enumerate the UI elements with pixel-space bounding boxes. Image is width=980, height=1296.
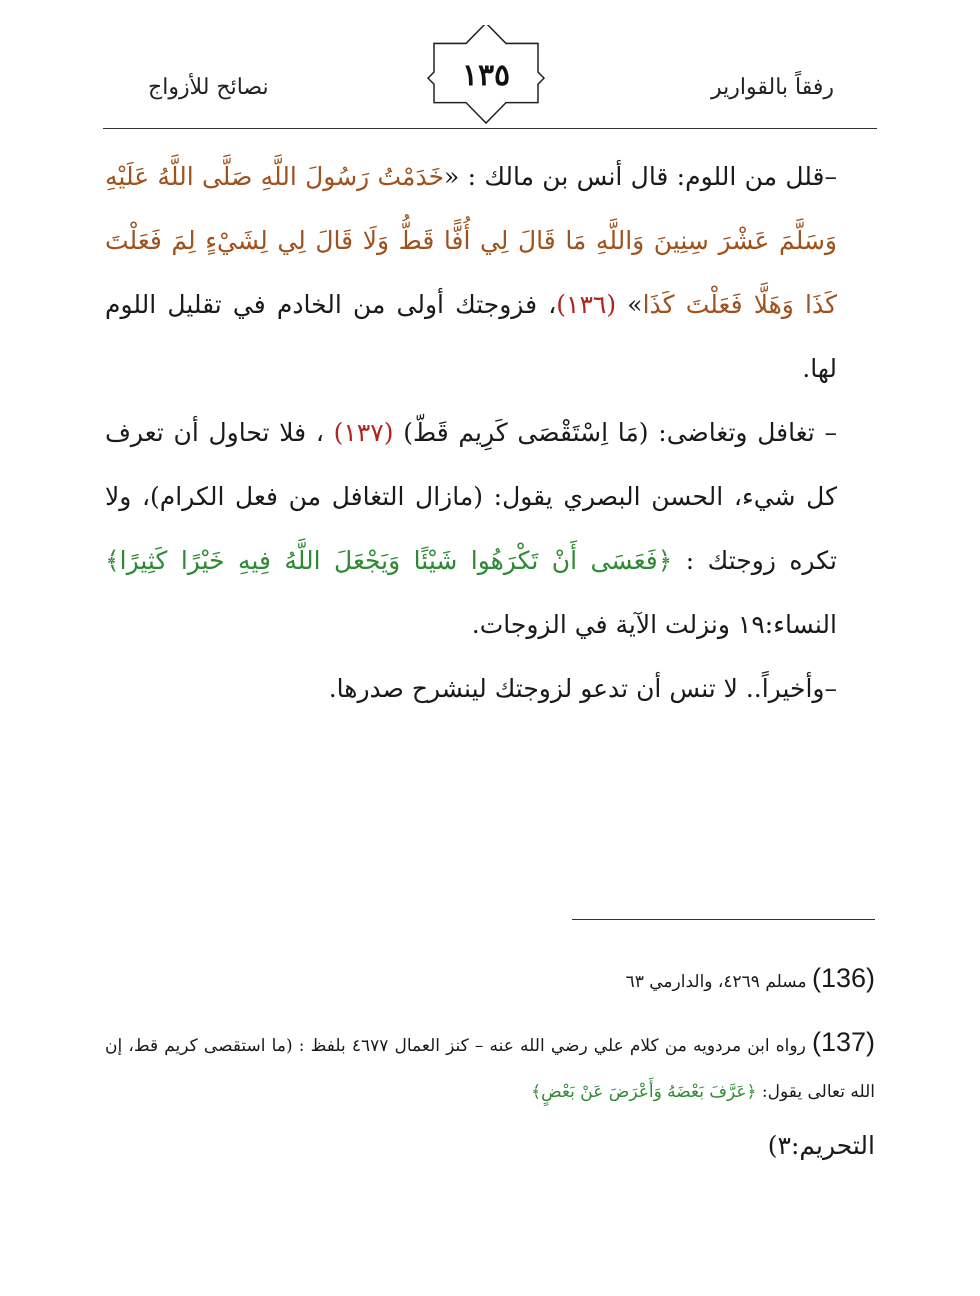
p1-outro: ، فزوجتك أولى من الخادم في تقليل اللوم لها. [105,290,837,383]
page-number: ١٣٥ [461,57,511,93]
p2-close: ) [393,418,413,447]
header-divider [103,128,877,129]
quran-verse: ﴿فَعَسَى أَنْ تَكْرَهُوا شَيْئًا وَيَجْعَلَ اللَّهُ فِيهِ خَيْرًا كَثِيرًا﴾ [105,546,673,575]
footnote-137 [105,1019,875,1115]
page-number-badge [426,25,546,129]
header-book-subtitle: نصائح للأزواج [148,75,269,100]
p2-text2: النساء:١٩ ونزلت الآية في الزوجات. [471,610,837,639]
paragraph-finally: –وأخيراً.. لا تنس أن تدعو لزوجتك لينشرح صدرها. [328,674,837,703]
hadith-text: خَدَمْتُ رَسُولَ اللَّهِ صَلَّى اللَّهُ عَلَيْهِ وَسَلَّمَ عَشْرَ سِنِينَ وَاللَّهِ مَا قَالَ لِي أُفًّا قَطُّ وَلَا قَالَ لِي لِشَيْءٍ لِمَ فَعَلْتَ كَذَا وَهَلَّا فَعَلْتَ كَذَا [105,162,838,319]
footnotes [105,955,875,1177]
p2-quote: مَا اِسْتَقْصَى كَرِيم قَطّ [412,418,639,447]
footnote-137-quran: ﴿عَرَّفَ بَعْضَهُ وَأَعْرَضَ عَنْ بَعْضٍ﴾ [531,1082,757,1102]
footnote-divider [572,919,875,920]
p1-close: » [616,290,643,319]
footnote-137-text: رواه ابن مردويه من كلام علي رضي الله عنه – كنز العمال ٤٦٧٧ بلفظ : (ما استقصى كريم قط، إن الله تعالى يقول: [105,1036,875,1102]
p2-intro: – تغافل وتغاضى: ( [638,418,837,447]
p1-intro: –قلل من اللوم: قال أنس بن مالك : « [444,162,837,191]
footnote-136 [105,955,875,1005]
footnote-ref-137[interactable]: (١٣٧) [333,418,394,447]
footnote-136-number: (136) [811,963,875,993]
paragraph-overlook [105,401,875,657]
p2-text1: ، فلا تحاول أن تعرف كل شيء، الحسن البصري يقول: (مازال التغافل من فعل الكرام)، ولا تكره زوجتك : [105,418,837,575]
footnote-ref-136[interactable]: (١٣٦) [556,290,617,319]
header-book-title: رفقاً بالقوارير [711,75,834,100]
footnote-137-number: (137) [811,1027,876,1057]
footnote-137-end: التحريم:٣) [767,1131,875,1160]
footnote-136-text: مسلم ٤٢٦٩، والدارمي ٦٣ [625,972,812,992]
main-text [105,145,875,721]
paragraph-reduce-blame [105,145,875,401]
